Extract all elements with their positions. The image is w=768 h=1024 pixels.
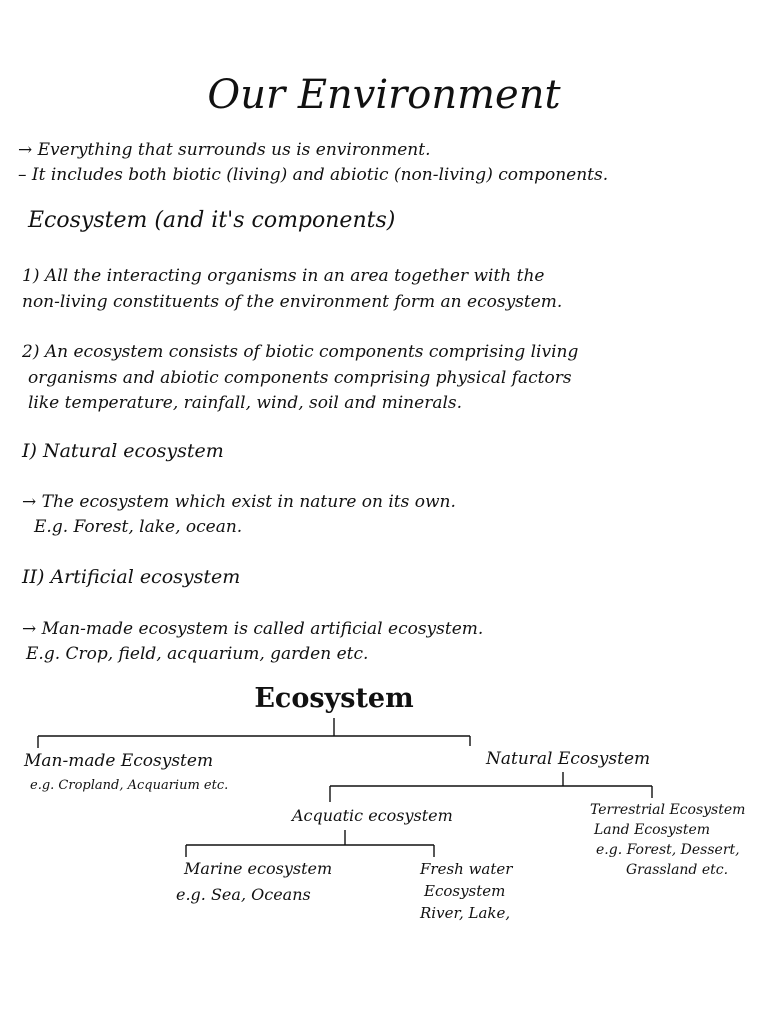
tree-aquatic: Acquatic ecosystem bbox=[292, 806, 453, 825]
tree-marine-example: e.g. Sea, Oceans bbox=[176, 885, 311, 904]
terrestrial-line-1: Terrestrial Ecosystem bbox=[590, 802, 746, 818]
terrestrial-line-3: e.g. Forest, Dessert, bbox=[596, 842, 740, 858]
intro-line-1: → Everything that surrounds us is environment. bbox=[18, 140, 431, 160]
terrestrial-line-4: Grassland etc. bbox=[626, 862, 729, 878]
freshwater-line-2: Ecosystem bbox=[424, 882, 506, 900]
ecosystem-heading: Ecosystem (and it's components) bbox=[28, 208, 396, 233]
point2-line-1: 2) An ecosystem consists of biotic components comprising living bbox=[22, 342, 579, 362]
page-title: Our Environment bbox=[207, 72, 561, 118]
point1-line-1: 1) All the interacting organisms in an area together with the bbox=[22, 266, 545, 286]
natural-line-2: E.g. Forest, lake, ocean. bbox=[34, 517, 243, 537]
freshwater-line-3: River, Lake, bbox=[420, 904, 511, 922]
freshwater-line-1: Fresh water bbox=[420, 860, 513, 878]
artificial-heading: II) Artificial ecosystem bbox=[22, 566, 241, 588]
tree-marine: Marine ecosystem bbox=[184, 859, 333, 878]
tree-terrestrial bbox=[590, 800, 745, 880]
natural-line-1: → The ecosystem which exist in nature on its own. bbox=[22, 492, 456, 512]
tree-natural: Natural Ecosystem bbox=[486, 749, 651, 769]
tree-man-made: Man-made Ecosystem bbox=[24, 751, 214, 771]
artificial-line-1: → Man-made ecosystem is called artificial ecosystem. bbox=[22, 619, 484, 639]
terrestrial-line-2: Land Ecosystem bbox=[594, 822, 711, 838]
point2-line-3: like temperature, rainfall, wind, soil and minerals. bbox=[28, 393, 463, 413]
tree-freshwater bbox=[420, 858, 512, 924]
artificial-line-2: E.g. Crop, field, acquarium, garden etc. bbox=[26, 644, 369, 664]
point2-line-2: organisms and abiotic components comprising physical factors bbox=[28, 368, 572, 388]
tree-root: Ecosystem bbox=[254, 683, 414, 714]
intro-line-2: – It includes both biotic (living) and abiotic (non-living) components. bbox=[18, 165, 609, 185]
natural-heading: I) Natural ecosystem bbox=[22, 440, 224, 462]
point1-line-2: non-living constituents of the environment form an ecosystem. bbox=[22, 292, 563, 312]
tree-man-made-example: e.g. Cropland, Acquarium etc. bbox=[30, 778, 229, 793]
